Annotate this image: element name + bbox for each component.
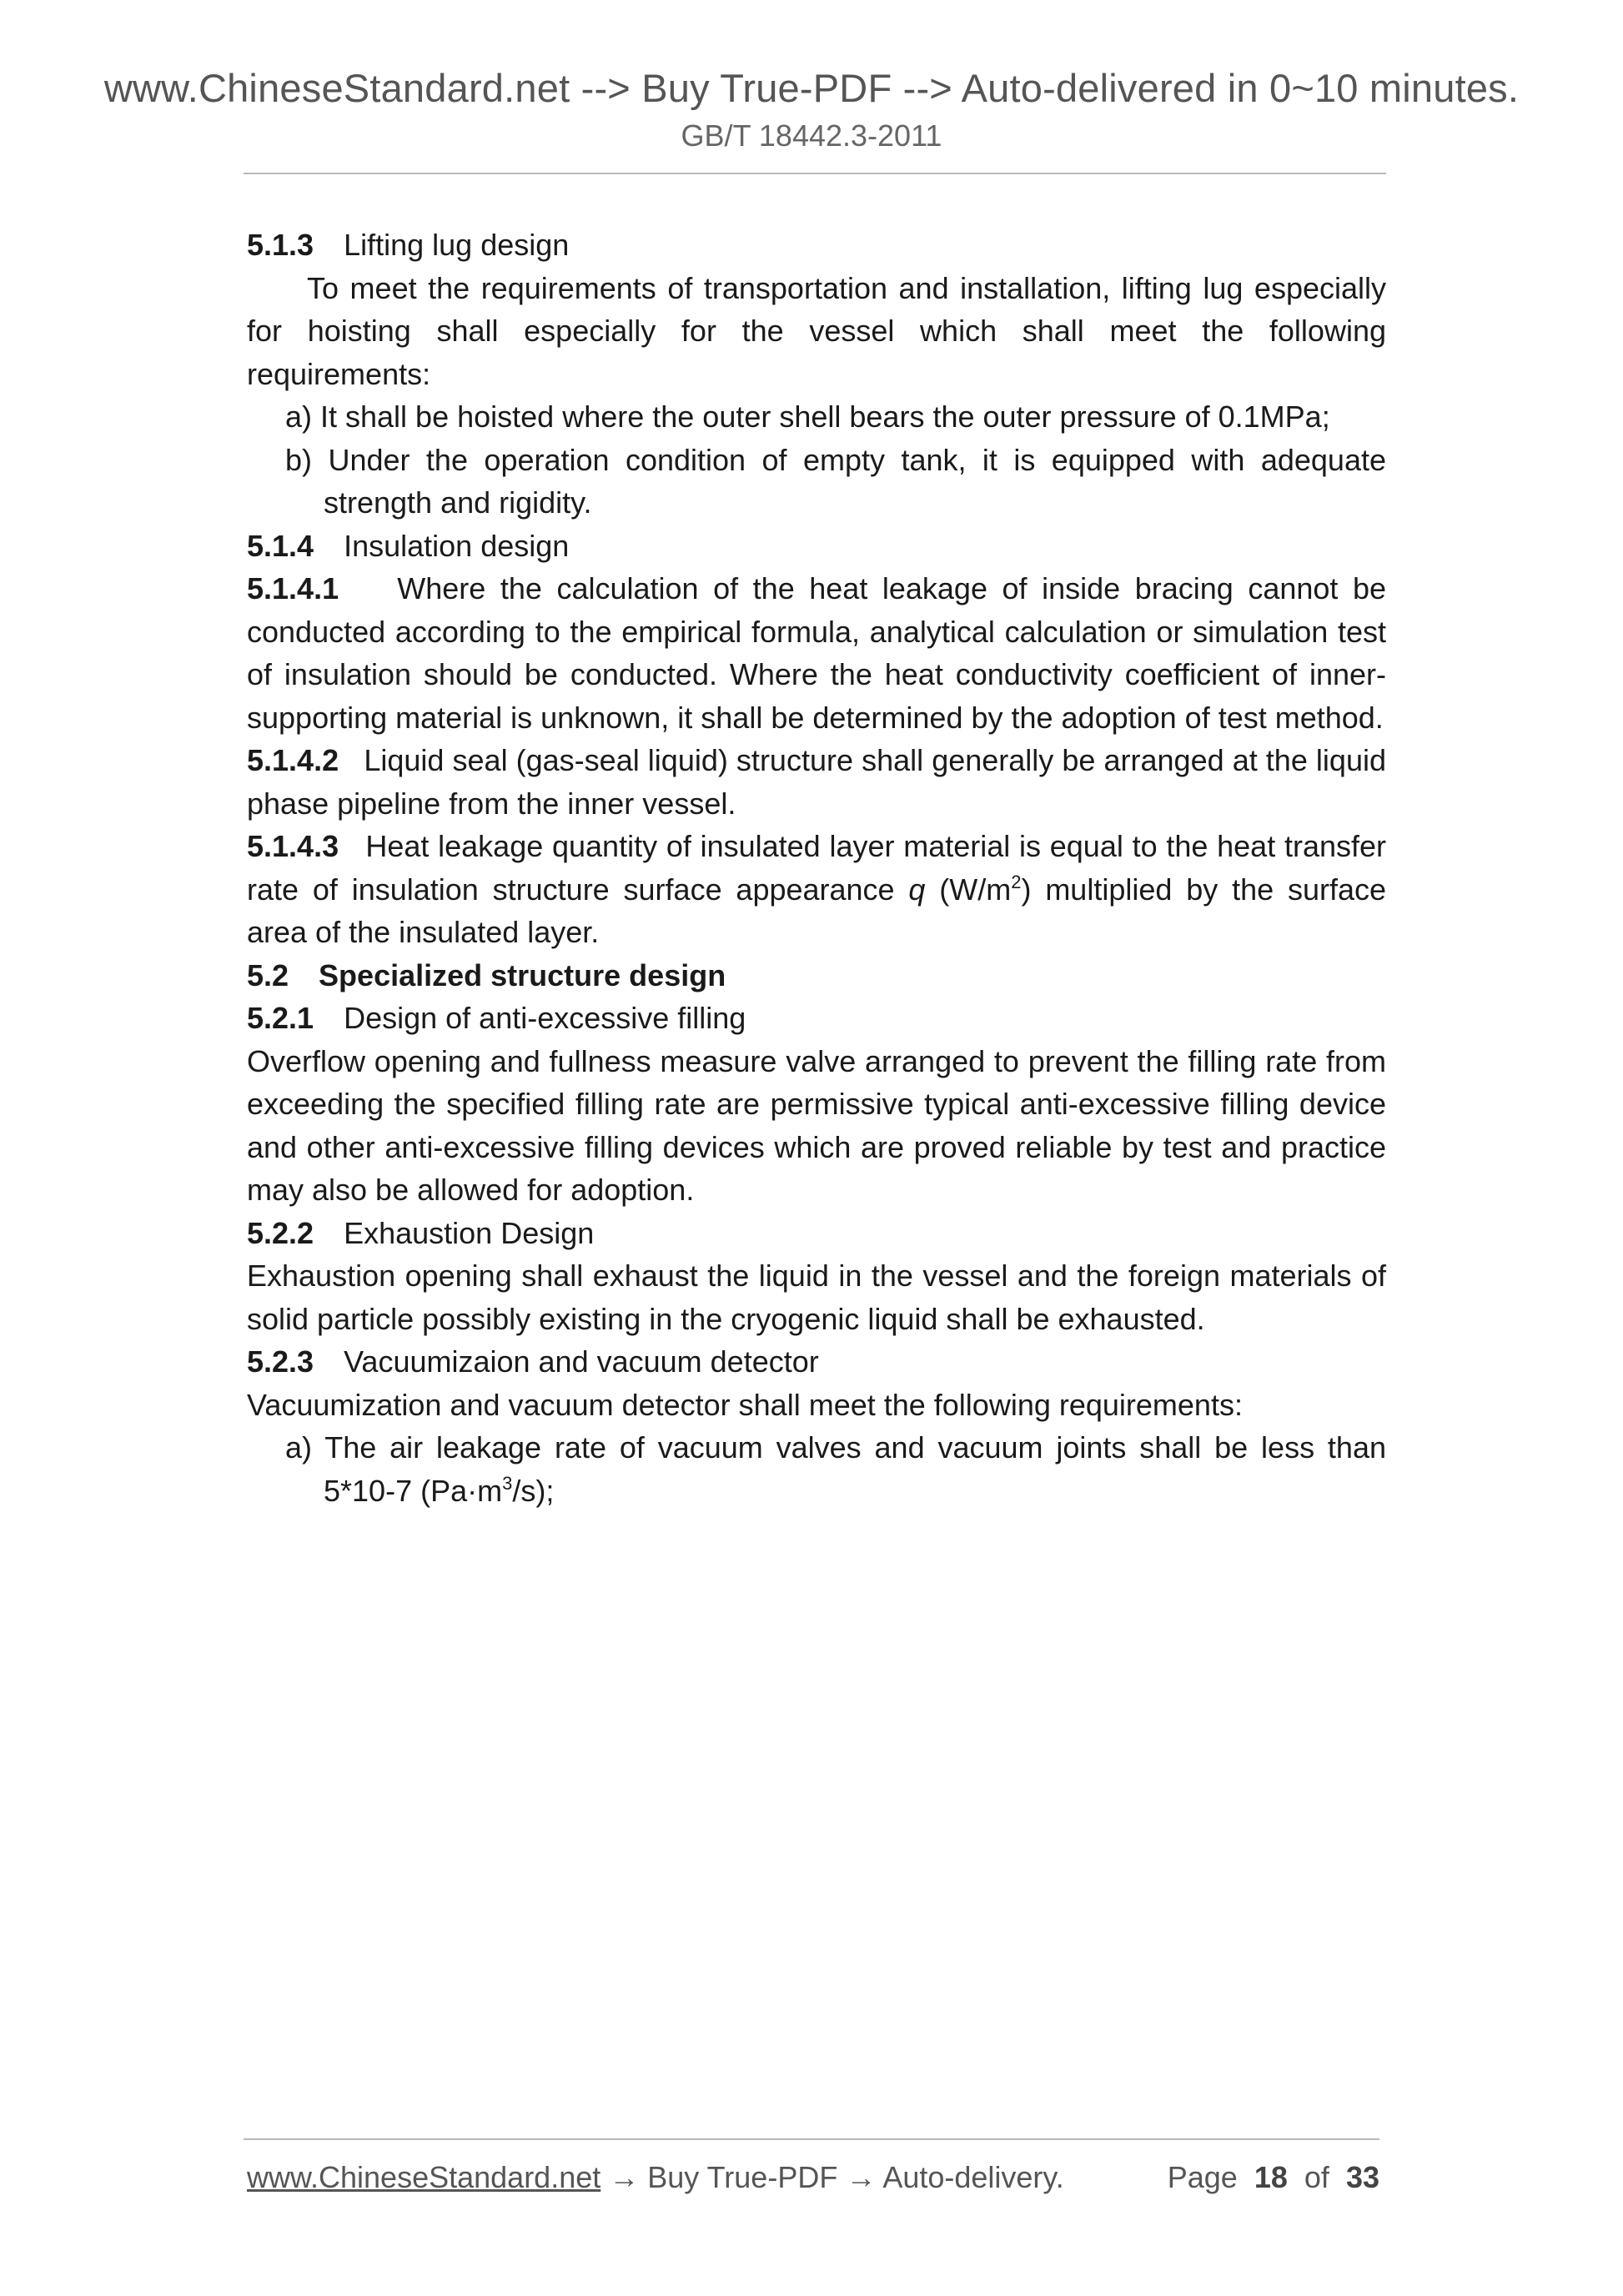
section-5-1-4-heading: [247, 525, 1386, 568]
section-title: Vacuumizaion and vacuum detector: [344, 1344, 819, 1379]
section-title: Specialized structure design: [319, 957, 726, 992]
section-title: Exhaustion Design: [344, 1215, 595, 1250]
footer-divider: [244, 2138, 1379, 2140]
clause-text: Heat leakage quantity of insulated layer material is equal to the heat transfer rate of insulation structure surface appearance: [247, 829, 1386, 907]
section-number: 5.2: [247, 957, 289, 992]
clause-text-end: ) multiplied by the surface area of the insulated layer.: [247, 872, 1387, 949]
document-body: [247, 224, 1386, 1512]
section-title: Insulation design: [344, 528, 570, 563]
list-item-a: a) It shall be hoisted where the outer shell bears the outer pressure of 0.1MPa;: [285, 399, 1330, 434]
section-5-1-3-paragraph: To meet the requirements of transportation and installation, lifting lug especially for hoisting shall especially for the vessel which shall meet the following requirements:: [247, 270, 1386, 391]
section-number: 5.2.2: [247, 1215, 314, 1250]
page-indicator: [1168, 2160, 1379, 2195]
clause-5-1-4-1: [247, 567, 1386, 739]
section-5-2-1-paragraph: Overflow opening and fullness measure valve arranged to prevent the filling rate from exceeding the specified filling rate are permissive typical anti-excessive filling device and other anti-excessive filling devices which are proved reliable by test and practice may also be allowed for adoption.: [247, 1043, 1386, 1207]
list-item-text: a) The air leakage rate of vacuum valves and vacuum joints shall be less than 5*10-7 (Pa·m: [285, 1430, 1386, 1508]
standard-number: GB/T 18442.3-2011: [681, 118, 942, 153]
clause-number: 5.1.4.1: [247, 571, 339, 605]
superscript: 3: [502, 1472, 513, 1494]
header-banner: www.ChineseStandard.net --> Buy True-PDF --> Auto-delivered in 0~10 minutes.: [103, 66, 1520, 110]
clause-number: 5.1.4.2: [247, 743, 339, 777]
page-label: Page: [1167, 2160, 1238, 2194]
section-5-2-1-heading: [247, 997, 1386, 1040]
section-number: 5.1.4: [247, 528, 314, 563]
section-number: 5.2.1: [247, 1001, 314, 1035]
superscript: 2: [1011, 871, 1022, 892]
clause-text-unit: (W/m: [925, 872, 1012, 907]
section-5-2-3-heading: [247, 1340, 1386, 1384]
section-title: Lifting lug design: [344, 228, 570, 262]
site-link[interactable]: www.ChineseStandard.net: [247, 2160, 601, 2194]
section-title: Design of anti-excessive filling: [344, 1001, 746, 1035]
clause-text: Where the calculation of the heat leakage of inside bracing cannot be conducted according to the empirical formula, analytical calculation or simulation test of insulation should be conducted. Where the heat conductivity coefficient of inner-supporting material is unknown, it shall be determined by the adoption of test method.: [247, 571, 1386, 735]
section-number: 5.2.3: [247, 1344, 314, 1379]
clause-5-1-4-2: [247, 739, 1386, 825]
page-total: 33: [1345, 2160, 1379, 2194]
section-5-1-3-heading: [247, 224, 1386, 267]
section-5-2-2-heading: [247, 1212, 1386, 1255]
clause-5-1-4-3: [247, 825, 1386, 954]
header-divider: [244, 173, 1386, 174]
list-item-b: b) Under the operation condition of empty tank, it is equipped with adequate strength and rigidity.: [285, 442, 1386, 520]
section-5-2-2-paragraph: Exhaustion opening shall exhaust the liquid in the vessel and the foreign materials of solid particle possibly existing in the cryogenic liquid shall be exhausted.: [247, 1259, 1386, 1336]
clause-text: Liquid seal (gas-seal liquid) structure shall generally be arranged at the liquid phase pipeline from the inner vessel.: [247, 743, 1386, 821]
footer-promo-text: → Buy True-PDF → Auto-delivery.: [600, 2160, 1064, 2194]
footer-promo: [247, 2160, 1064, 2195]
of-label: of: [1304, 2160, 1329, 2194]
clause-number: 5.1.4.3: [247, 829, 339, 863]
section-5-2-3-paragraph: Vacuumization and vacuum detector shall meet the following requirements:: [247, 1387, 1243, 1422]
section-5-2-heading: [247, 954, 1386, 997]
list-item-text-end: /s);: [512, 1473, 555, 1508]
page-number: 18: [1254, 2160, 1288, 2194]
variable-q: q: [908, 872, 926, 907]
section-number: 5.1.3: [247, 228, 314, 262]
list-item-a: [247, 1426, 1386, 1512]
